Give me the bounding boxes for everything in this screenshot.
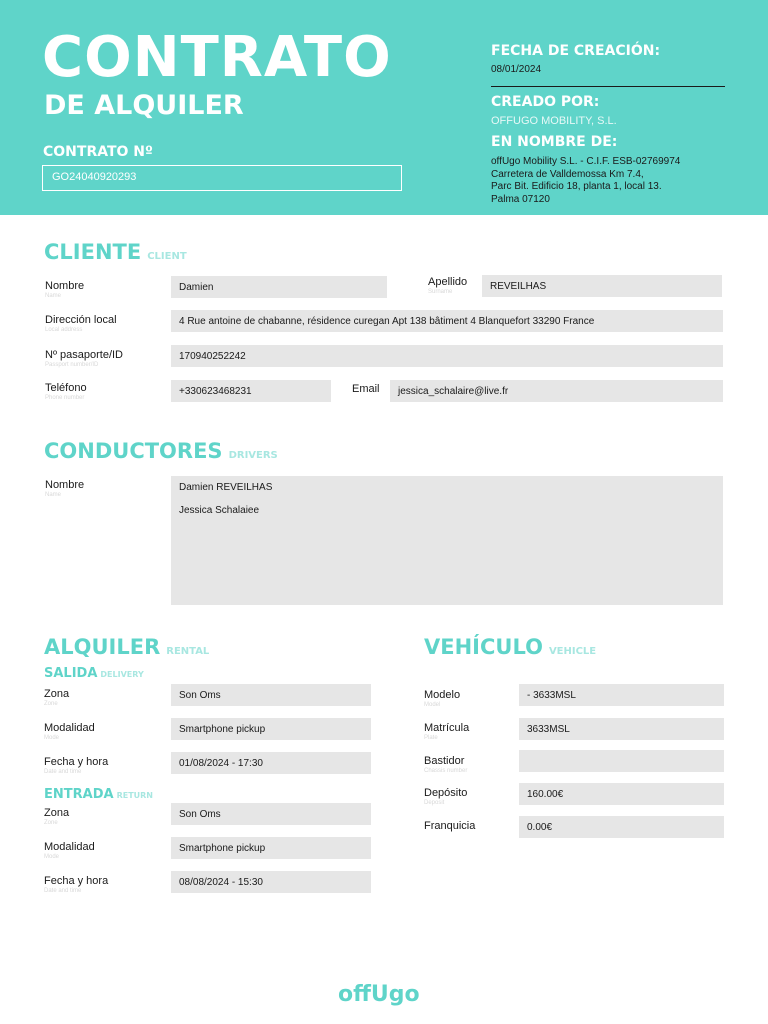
- client-phone-label-text: Teléfono: [45, 382, 87, 394]
- header-divider: [491, 86, 725, 87]
- on-behalf-label: EN NOMBRE DE:: [491, 134, 618, 150]
- vehicle-model-label-text: Modelo: [424, 689, 461, 701]
- return-mode-hint: Mode: [44, 854, 60, 860]
- delivery-mode-label-text: Modalidad: [44, 722, 95, 734]
- client-email-label: Email: [352, 383, 380, 395]
- client-name-label-text: Nombre: [45, 280, 85, 292]
- contract-number-field: GO24040920293: [42, 165, 402, 191]
- drivers-name-label-text: Nombre: [45, 479, 85, 491]
- vehicle-model-label: [424, 689, 460, 708]
- vehicle-title-en: VEHICLE: [548, 646, 597, 657]
- vehicle-plate-field: 3633MSL: [519, 718, 724, 740]
- client-name-hint: Name: [45, 293, 62, 299]
- company-address: [491, 156, 680, 206]
- delivery-zone-label-text: Zona: [44, 688, 70, 700]
- delivery-datetime-label-text: Fecha y hora: [44, 756, 109, 768]
- drivers-section-title: [44, 441, 278, 462]
- vehicle-chassis-field: [519, 750, 724, 772]
- return-datetime-label: [44, 875, 108, 894]
- address-line: offUgo Mobility S.L. - C.I.F. ESB-02769974: [491, 156, 681, 167]
- vehicle-title-es: VEHÍCULO: [424, 635, 543, 659]
- delivery-datetime-label: [44, 756, 108, 775]
- delivery-zone-label: [44, 688, 69, 707]
- client-surname-label: [428, 276, 467, 295]
- delivery-datetime-field: 01/08/2024 - 17:30: [171, 752, 371, 774]
- return-mode-label-text: Modalidad: [44, 841, 95, 853]
- offugo-logo: offUgo: [338, 982, 420, 1007]
- rental-title-en: RENTAL: [166, 646, 210, 657]
- vehicle-chassis-label-text: Bastidor: [424, 755, 465, 767]
- client-address-label: [45, 314, 117, 333]
- delivery-datetime-hint: Date and time: [44, 769, 82, 775]
- client-surname-field: REVEILHAS: [482, 275, 722, 297]
- delivery-mode-field: Smartphone pickup: [171, 718, 371, 740]
- vehicle-chassis-hint: Chassis number: [424, 768, 468, 774]
- vehicle-section-title: [424, 637, 596, 658]
- driver-name: Damien REVEILHAS: [179, 482, 273, 493]
- address-line: Palma 07120: [491, 193, 550, 205]
- drivers-name-label: [45, 479, 84, 498]
- created-by-label: CREADO POR:: [491, 94, 600, 110]
- client-passport-label-text: Nº pasaporte/ID: [45, 349, 123, 361]
- client-name-label: [45, 280, 84, 299]
- return-zone-hint: Zone: [44, 820, 58, 826]
- created-by-value: OFFUGO MOBILITY, S.L.: [491, 115, 617, 127]
- vehicle-franchise-field: 0.00€: [519, 816, 724, 838]
- rental-section-title: [44, 637, 209, 658]
- vehicle-deposit-label-text: Depósito: [424, 787, 468, 799]
- drivers-name-hint: Name: [45, 492, 62, 498]
- return-mode-label: [44, 841, 95, 860]
- client-section-title: [44, 242, 187, 263]
- drivers-title-en: DRIVERS: [228, 450, 278, 461]
- vehicle-chassis-label: [424, 755, 467, 774]
- client-title-en: CLIENT: [147, 251, 187, 262]
- client-name-field: Damien: [171, 276, 387, 298]
- client-passport-field: 170940252242: [171, 345, 723, 367]
- client-surname-label-text: Apellido: [428, 276, 468, 288]
- address-line: Parc Bit. Edificio 18, planta 1, local 13.: [491, 181, 662, 192]
- delivery-zone-hint: Zone: [44, 701, 58, 707]
- vehicle-model-hint: Model: [424, 702, 441, 708]
- client-passport-hint: Passport number/ID: [45, 362, 99, 368]
- return-title-es: ENTRADA: [44, 787, 114, 802]
- vehicle-deposit-field: 160.00€: [519, 783, 724, 805]
- return-subtitle: [44, 788, 153, 801]
- vehicle-model-field: - 3633MSL: [519, 684, 724, 706]
- client-phone-label: [45, 382, 87, 401]
- driver-name: Jessica Schalaiee: [179, 505, 260, 516]
- vehicle-plate-label: [424, 722, 469, 741]
- return-mode-field: Smartphone pickup: [171, 837, 371, 859]
- creation-date: 08/01/2024: [491, 64, 542, 75]
- delivery-mode-label: [44, 722, 95, 741]
- creation-date-label: FECHA DE CREACIÓN:: [491, 43, 661, 59]
- header-banner: [0, 0, 768, 215]
- rental-title-es: ALQUILER: [44, 635, 161, 659]
- client-title-es: CLIENTE: [44, 240, 142, 264]
- delivery-title-es: SALIDA: [44, 666, 98, 681]
- return-datetime-hint: Date and time: [44, 888, 82, 894]
- return-zone-field: Son Oms: [171, 803, 371, 825]
- delivery-mode-hint: Mode: [44, 735, 60, 741]
- client-address-field: 4 Rue antoine de chabanne, résidence curegan Apt 138 bâtiment 4 Blanquefort 33290 France: [171, 310, 723, 332]
- client-passport-label: [45, 349, 123, 368]
- document-subtitle: DE ALQUILER: [44, 90, 244, 121]
- vehicle-plate-hint: Plate: [424, 735, 438, 741]
- contract-number-label: CONTRATO Nº: [43, 144, 153, 160]
- vehicle-franchise-label: Franquicia: [424, 820, 476, 832]
- delivery-title-en: DELIVERY: [100, 670, 144, 679]
- return-datetime-label-text: Fecha y hora: [44, 875, 109, 887]
- delivery-subtitle: [44, 667, 144, 680]
- delivery-zone-field: Son Oms: [171, 684, 371, 706]
- address-line: Carretera de Valldemossa Km 7.4,: [491, 168, 644, 180]
- return-zone-label: [44, 807, 69, 826]
- client-address-label-text: Dirección local: [45, 314, 117, 326]
- return-datetime-field: 08/08/2024 - 15:30: [171, 871, 371, 893]
- drivers-title-es: CONDUCTORES: [44, 439, 223, 463]
- return-title-en: RETURN: [116, 791, 153, 800]
- vehicle-deposit-hint: Deposit: [424, 800, 445, 806]
- client-phone-hint: Phone number: [45, 395, 85, 401]
- drivers-list-field: [171, 476, 723, 605]
- client-phone-field: +330623468231: [171, 380, 331, 402]
- document-title: CONTRATO: [42, 25, 392, 90]
- client-email-field: jessica_schalaire@live.fr: [390, 380, 723, 402]
- return-zone-label-text: Zona: [44, 807, 70, 819]
- client-address-hint: Local address: [45, 327, 83, 333]
- client-surname-hint: Surname: [428, 289, 453, 295]
- vehicle-deposit-label: [424, 787, 467, 806]
- vehicle-plate-label-text: Matrícula: [424, 722, 470, 734]
